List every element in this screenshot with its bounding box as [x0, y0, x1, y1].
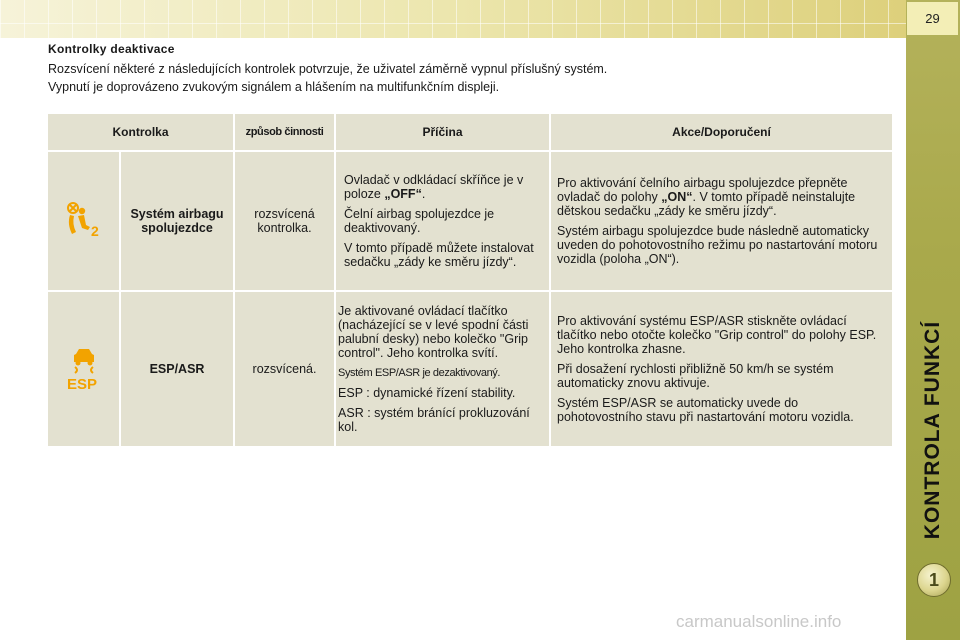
lamp-mode: rozsvícená kontrolka.: [234, 151, 335, 291]
lamp-mode: rozsvícená.: [234, 291, 335, 447]
chapter-title: KONTROLA FUNKCÍ: [921, 320, 944, 540]
cause-text: Ovladač v odkládací skříňce je v poloze: [344, 173, 524, 201]
action-line: Při dosažení rychlosti přibližně 50 km/h se systém automaticky znovu aktivuje.: [557, 362, 834, 390]
cause-text-end: .: [421, 187, 426, 201]
lamp-name: Systém airbagu spolujezdce: [120, 151, 234, 291]
watermark: carmanualsonline.info: [676, 612, 842, 631]
chapter-badge: 1: [917, 563, 951, 597]
icon-cell: [47, 291, 120, 447]
esp-icon-label: ESP: [66, 375, 97, 391]
intro-text: [48, 60, 888, 96]
cause-line: Čelní airbag spolujezdce je deaktivovaný.: [344, 207, 495, 235]
table-header-row: [47, 113, 893, 151]
header-cause: Příčina: [335, 113, 550, 151]
warning-lamp-table: [46, 112, 894, 448]
passenger-airbag-off-icon: [64, 200, 104, 240]
action-line: [557, 176, 886, 218]
cause-line: ASR : systém bránící prokluzování kol.: [338, 406, 530, 434]
section-title: Kontrolky deaktivace: [48, 42, 175, 56]
table-row: [47, 151, 893, 291]
header-kontrolka: Kontrolka: [47, 113, 234, 151]
cause-line: Je aktivované ovládací tlačítko (nacházející se v levé spodní části palubní desky) nebo kolečko "Grip control". Jeho kontrolka svítí.: [338, 304, 529, 360]
lamp-action: [550, 151, 893, 291]
lamp-cause: [335, 151, 550, 291]
intro-line-1: Rozsvícení některé z následujících kontrolek potvrzuje, že uživatel záměrně vypnul příslušný systém.: [48, 62, 608, 76]
page-number: 29: [907, 2, 958, 35]
action-text-end: . V tomto případě neinstalujte dětskou sedačku „zády ke směru jízdy“.: [557, 190, 856, 218]
icon-cell: [47, 151, 120, 291]
esp-off-icon: [64, 345, 104, 391]
lamp-cause: [335, 291, 550, 447]
action-line: Pro aktivování systému ESP/ASR stiskněte ovládací tlačítko nebo otočte kolečko "Grip control" do polohy ESP. Jeho kontrolka zhasne.: [557, 314, 877, 356]
lamp-name: ESP/ASR: [120, 291, 234, 447]
cause-line: ESP : dynamické řízení stability.: [338, 386, 516, 400]
header-action: Akce/Doporučení: [550, 113, 893, 151]
header-grid-pattern: [0, 0, 906, 38]
action-line: Systém ESP/ASR se automaticky uvede do pohotovostního stavu při nastartování motoru vozidla.: [557, 396, 854, 424]
table-row: [47, 291, 893, 447]
action-line: Systém airbagu spolujezdce bude následně automaticky uveden do pohotovostního režimu po nastartování motoru vozidla (poloha „ON“).: [557, 224, 878, 266]
action-emphasis: „ON“: [661, 190, 693, 204]
cause-line: V tomto případě můžete instalovat sedačku „zády ke směru jízdy“.: [344, 241, 534, 269]
lamp-action: [550, 291, 893, 447]
cause-line: Systém ESP/ASR je dezaktivovaný.: [338, 367, 501, 379]
intro-line-2: Vypnutí je doprovázeno zvukovým signálem a hlášením na multifunkčním displeji.: [48, 80, 500, 94]
cause-emphasis: „OFF“: [384, 187, 422, 201]
action-text: Pro aktivování čelního airbagu spolujezdce přepněte ovladač do polohy: [557, 176, 848, 204]
svg-text:2: 2: [90, 222, 99, 239]
cause-line: [344, 173, 541, 201]
header-mode: způsob činnosti: [234, 113, 335, 151]
